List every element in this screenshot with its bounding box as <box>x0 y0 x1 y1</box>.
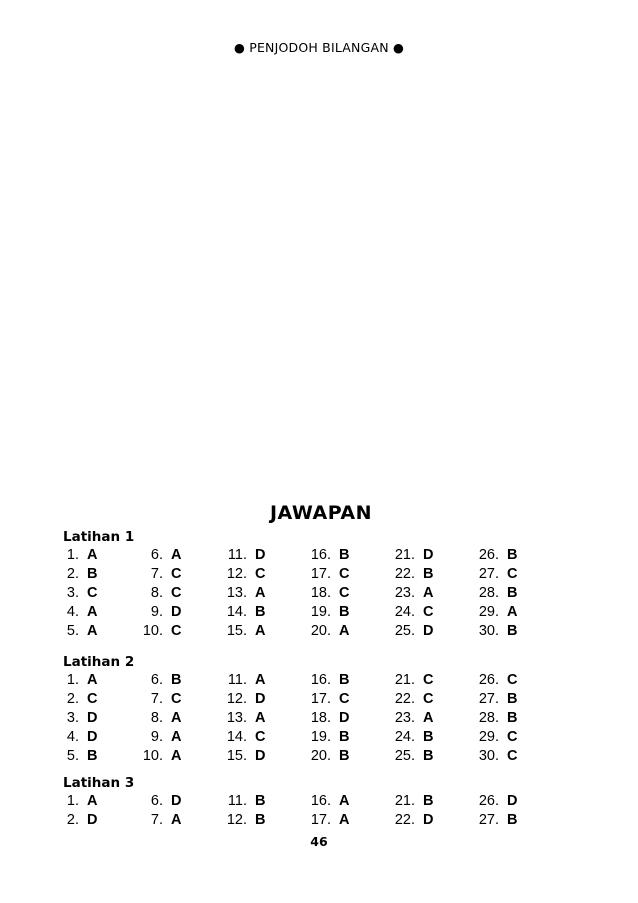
answer-letter: C <box>507 566 518 582</box>
answer-letter: B <box>339 729 350 745</box>
answer-number: 4. <box>66 729 79 745</box>
answer-number: 1. <box>66 793 79 809</box>
answer-item <box>305 671 349 690</box>
answer-item <box>53 603 97 622</box>
answer-letter: A <box>171 812 182 828</box>
answer-item <box>389 792 433 811</box>
answer-item <box>221 690 265 709</box>
answer-item <box>473 565 517 584</box>
answer-item <box>305 690 349 709</box>
answer-letter: A <box>255 623 266 639</box>
answer-item <box>473 603 517 622</box>
answer-letter: D <box>255 547 266 563</box>
answer-number: 17. <box>310 812 331 828</box>
answer-item <box>389 671 433 690</box>
answer-item <box>305 747 349 766</box>
answer-number: 7. <box>150 691 163 707</box>
answer-number: 3. <box>66 710 79 726</box>
answer-item <box>137 546 181 565</box>
answer-number: 8. <box>150 710 163 726</box>
answer-item <box>221 565 265 584</box>
answer-number: 14. <box>226 729 247 745</box>
answer-letter: B <box>507 812 518 828</box>
answer-item <box>389 565 433 584</box>
answer-letter: A <box>339 812 350 828</box>
answer-letter: C <box>507 748 518 764</box>
answer-number: 22. <box>394 691 415 707</box>
answer-letter: A <box>87 623 98 639</box>
answer-item <box>221 747 265 766</box>
answer-item <box>305 622 349 641</box>
answer-letter: B <box>507 623 518 639</box>
answer-letter: C <box>171 566 182 582</box>
answer-item <box>53 811 97 830</box>
answer-number: 1. <box>66 547 79 563</box>
answer-number: 10. <box>142 623 163 639</box>
answer-letter: A <box>255 585 266 601</box>
answer-letter: C <box>171 585 182 601</box>
answer-letter: C <box>423 604 434 620</box>
answer-item <box>473 671 517 690</box>
answer-number: 27. <box>478 812 499 828</box>
answer-item <box>473 584 517 603</box>
answer-item <box>389 584 433 603</box>
answer-number: 6. <box>150 547 163 563</box>
answer-item <box>221 792 265 811</box>
answer-number: 6. <box>150 793 163 809</box>
answer-number: 11. <box>227 793 247 809</box>
answer-letter: C <box>87 691 98 707</box>
answer-item <box>305 792 349 811</box>
answer-item <box>305 709 349 728</box>
answer-item <box>221 671 265 690</box>
answer-number: 19. <box>310 604 331 620</box>
answer-item <box>389 747 433 766</box>
answer-number: 8. <box>150 585 163 601</box>
answer-letter: D <box>339 710 350 726</box>
answer-number: 21. <box>394 793 415 809</box>
answer-item <box>137 709 181 728</box>
answer-letter: C <box>87 585 98 601</box>
answer-number: 23. <box>394 710 415 726</box>
section-latihan-1 <box>63 528 543 646</box>
answer-number: 5. <box>66 623 79 639</box>
answer-item <box>221 603 265 622</box>
answer-letter: A <box>423 585 434 601</box>
answer-item <box>53 671 97 690</box>
answer-number: 7. <box>150 566 163 582</box>
running-header: ● PENJODOH BILANGAN ● <box>233 40 405 55</box>
answer-item <box>389 728 433 747</box>
section-latihan-2 <box>63 653 543 771</box>
answer-item <box>473 709 517 728</box>
answer-item <box>137 747 181 766</box>
answer-letter: C <box>423 691 434 707</box>
answer-letter: D <box>255 748 266 764</box>
answer-letter: B <box>339 748 350 764</box>
answer-item <box>137 565 181 584</box>
answer-item <box>137 622 181 641</box>
answer-item <box>53 690 97 709</box>
answer-item <box>137 603 181 622</box>
answer-item <box>473 622 517 641</box>
answer-item <box>221 728 265 747</box>
answer-number: 25. <box>394 623 415 639</box>
answer-number: 20. <box>310 623 331 639</box>
answer-number: 21. <box>394 547 415 563</box>
answer-item <box>221 709 265 728</box>
answer-number: 10. <box>142 748 163 764</box>
answer-item <box>389 709 433 728</box>
answer-item <box>137 584 181 603</box>
answer-item <box>53 584 97 603</box>
answer-letter: C <box>507 729 518 745</box>
answer-number: 11. <box>227 672 247 688</box>
answer-number: 26. <box>478 793 499 809</box>
answer-letter: A <box>171 729 182 745</box>
answer-letter: B <box>87 566 98 582</box>
answer-number: 16. <box>310 547 331 563</box>
answer-letter: A <box>339 793 350 809</box>
answer-item <box>473 811 517 830</box>
answer-letter: B <box>507 691 518 707</box>
answer-number: 21. <box>394 672 415 688</box>
answer-number: 14. <box>226 604 247 620</box>
answer-letter: B <box>507 710 518 726</box>
answer-letter: B <box>255 604 266 620</box>
answer-item <box>137 671 181 690</box>
answer-letter: B <box>87 748 98 764</box>
answer-number: 24. <box>394 604 415 620</box>
answer-number: 29. <box>478 729 499 745</box>
answer-item <box>221 546 265 565</box>
answer-number: 1. <box>66 672 79 688</box>
answer-letter: B <box>423 748 434 764</box>
answer-item <box>53 546 97 565</box>
answer-letter: A <box>87 793 98 809</box>
section-label: Latihan 3 <box>63 775 135 791</box>
answer-number: 2. <box>66 566 79 582</box>
answer-number: 22. <box>394 566 415 582</box>
answer-letter: D <box>171 604 182 620</box>
answer-letter: D <box>423 547 434 563</box>
answer-letter: B <box>255 793 266 809</box>
answer-letter: C <box>423 672 434 688</box>
answer-letter: A <box>171 748 182 764</box>
answer-number: 16. <box>310 672 331 688</box>
answer-number: 25. <box>394 748 415 764</box>
answer-item <box>53 622 97 641</box>
answer-letter: D <box>87 729 98 745</box>
answer-letter: C <box>507 672 518 688</box>
answer-number: 12. <box>226 812 247 828</box>
answer-letter: B <box>423 793 434 809</box>
answer-letter: A <box>87 604 98 620</box>
section-label: Latihan 1 <box>63 529 135 545</box>
answer-item <box>305 811 349 830</box>
answer-number: 30. <box>478 623 499 639</box>
answer-number: 29. <box>478 604 499 620</box>
section-label: Latihan 2 <box>63 654 135 670</box>
answer-item <box>389 546 433 565</box>
answer-letter: B <box>255 812 266 828</box>
answer-letter: B <box>507 547 518 563</box>
answer-number: 27. <box>478 566 499 582</box>
answer-item <box>473 728 517 747</box>
answer-item <box>53 728 97 747</box>
answer-number: 5. <box>66 748 79 764</box>
answer-number: 22. <box>394 812 415 828</box>
answer-item <box>305 565 349 584</box>
answer-item <box>473 546 517 565</box>
answer-number: 11. <box>227 547 247 563</box>
answer-number: 17. <box>310 566 331 582</box>
answer-letter: C <box>339 691 350 707</box>
answer-number: 18. <box>310 710 331 726</box>
answer-number: 26. <box>478 547 499 563</box>
answer-letter: B <box>423 566 434 582</box>
answer-number: 27. <box>478 691 499 707</box>
answer-number: 2. <box>66 812 79 828</box>
answer-item <box>221 622 265 641</box>
answer-letter: A <box>171 547 182 563</box>
answer-letter: D <box>87 710 98 726</box>
section-latihan-3 <box>63 774 543 892</box>
answer-letter: D <box>87 812 98 828</box>
answer-letter: C <box>255 729 266 745</box>
answer-item <box>305 728 349 747</box>
answer-number: 12. <box>226 691 247 707</box>
answer-item <box>305 603 349 622</box>
answer-number: 28. <box>478 710 499 726</box>
answer-grid <box>63 671 543 771</box>
answer-number: 9. <box>150 729 163 745</box>
answer-number: 6. <box>150 672 163 688</box>
answer-item <box>53 792 97 811</box>
answer-item <box>137 728 181 747</box>
answer-letter: B <box>339 547 350 563</box>
answer-item <box>473 690 517 709</box>
answer-letter: D <box>423 812 434 828</box>
answer-item <box>137 792 181 811</box>
answer-number: 18. <box>310 585 331 601</box>
answer-item <box>473 792 517 811</box>
answer-grid <box>63 546 543 646</box>
answer-letter: C <box>339 566 350 582</box>
answer-number: 30. <box>478 748 499 764</box>
answer-letter: D <box>423 623 434 639</box>
answer-letter: B <box>423 729 434 745</box>
answer-number: 3. <box>66 585 79 601</box>
answer-number: 16. <box>310 793 331 809</box>
answer-letter: A <box>339 623 350 639</box>
answer-letter: A <box>87 547 98 563</box>
answer-number: 28. <box>478 585 499 601</box>
answer-number: 7. <box>150 812 163 828</box>
answer-letter: C <box>339 585 350 601</box>
answer-item <box>53 709 97 728</box>
answer-item <box>53 565 97 584</box>
answers-title: JAWAPAN <box>269 502 373 524</box>
answer-letter: B <box>339 672 350 688</box>
answer-letter: A <box>255 672 266 688</box>
answer-number: 15. <box>226 748 247 764</box>
answer-item <box>221 584 265 603</box>
answer-letter: A <box>255 710 266 726</box>
answer-number: 17. <box>310 691 331 707</box>
answer-number: 19. <box>310 729 331 745</box>
answer-item <box>305 584 349 603</box>
answer-letter: A <box>507 604 518 620</box>
answer-letter: B <box>171 672 182 688</box>
answer-number: 24. <box>394 729 415 745</box>
answer-number: 13. <box>226 710 247 726</box>
answer-number: 20. <box>310 748 331 764</box>
answer-number: 4. <box>66 604 79 620</box>
answer-number: 23. <box>394 585 415 601</box>
answer-number: 2. <box>66 691 79 707</box>
answer-letter: A <box>423 710 434 726</box>
answer-item <box>137 690 181 709</box>
answer-item <box>389 690 433 709</box>
answer-item <box>473 747 517 766</box>
answer-item <box>221 811 265 830</box>
answer-item <box>137 811 181 830</box>
answer-item <box>389 622 433 641</box>
answer-letter: D <box>255 691 266 707</box>
answer-letter: D <box>171 793 182 809</box>
answer-item <box>389 603 433 622</box>
page-number: 46 <box>310 834 328 849</box>
answer-letter: D <box>507 793 518 809</box>
answer-item <box>53 747 97 766</box>
answer-number: 26. <box>478 672 499 688</box>
answer-letter: A <box>87 672 98 688</box>
answer-item <box>389 811 433 830</box>
answer-letter: A <box>171 710 182 726</box>
answer-item <box>305 546 349 565</box>
answer-number: 9. <box>150 604 163 620</box>
answer-letter: C <box>255 566 266 582</box>
answer-number: 12. <box>226 566 247 582</box>
answer-number: 15. <box>226 623 247 639</box>
answer-letter: B <box>507 585 518 601</box>
answer-number: 13. <box>226 585 247 601</box>
answer-letter: B <box>339 604 350 620</box>
answer-letter: C <box>171 691 182 707</box>
answer-letter: C <box>171 623 182 639</box>
